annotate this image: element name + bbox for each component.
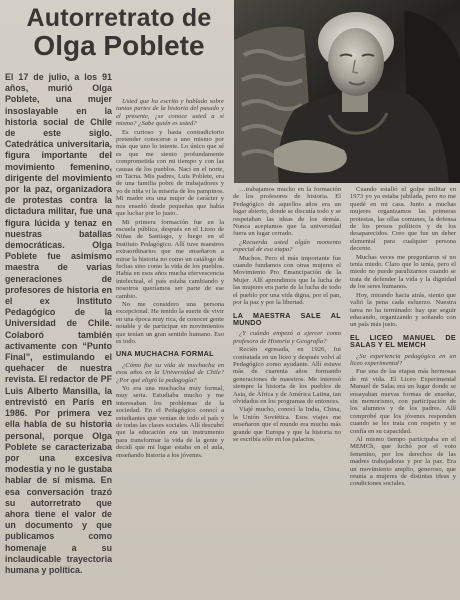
headline-line-1: Autorretrato de (26, 4, 212, 32)
lead-paragraph: El 17 de julio, a los 91 años, murió Olga Poblete, una mujer insoslayable en la historia social de Chile de este siglo. Catedrática universitaria, figura importante del movimiento femenino, dirigente del movimiento por la paz, organizadora de protestas contra la dictadura militar, fue una figura lúcida y tenaz en nuestras batallas democráticas. Olga Poblete fue asimismo maestra de varias generaciones de profesores de historia en el ex Instituto Pedagógico de la Universidad de Chile. Colaboró también activamente con “Punto Final”, estimulando el quehacer de nuestra revista. El redactor de PF Luis Alberto Mansilla, la entrevistó en París en 1986. Por primera vez ella habla de su historia personal, porque Olga Poblete se caracterizaba por una excesiva modestia y no le gustaba hablar de sí misma. En esa conversación trazó su autorretrato que ahora tiene el valor de un documento y que publicamos como homenaje a su inclaudicable trayectoria humana y política. (5, 72, 112, 575)
question-paragraph: ¿Cómo fue su vida de muchacha en esos años en la Universidad de Chile? ¿Por qué eligió la pedagogía? (116, 361, 224, 384)
body-paragraph: Yo era una muchacha muy formal, muy seria. Estudiaba mucho y me interesaban los problemas de la sociedad. En el Pedagógico conocí a estudiantes que venían de todo el país y de todas las clases sociales. Allí descubrí que la educación era un instrumento para transformar la vida de la gente y decidí que mi lugar estaba en el aula, enseñando historia a los jóvenes. (116, 385, 224, 459)
headline-line-2: Olga Poblete (33, 29, 205, 61)
section-subhead: UNA MUCHACHA FORMAL (116, 349, 214, 359)
question-paragraph: ¿Y cuándo empezó a ejercer como profesora de Historia y Geografía? (233, 330, 341, 345)
question-paragraph: ¿Su experiencia pedagógica en un liceo experimental? (350, 352, 456, 367)
portrait-photo (234, 0, 460, 183)
body-paragraph: Al mismo tiempo participaba en el MEMCh, que luchó por el voto femenino, por los derechos de las madres trabajadoras y por la paz. Era un movimiento amplio, generoso, que reunía a mujeres de distintas ideas y condiciones sociales. (350, 436, 456, 488)
section-subhead: LA MAESTRA SALE AL MUNDO (233, 310, 341, 327)
section-subhead: EL LICEO MANUEL DE SALAS Y EL MEMCH (350, 332, 456, 350)
portrait-image (234, 0, 460, 183)
body-paragraph: Fue una de las etapas más hermosas de mi vida. El Liceo Experimental Manuel de Salas era un lugar donde se ensayaban nuevas formas de enseñar, sin memorismo, con participación de los alumnos y de los padres. Allí comprobé que los jóvenes responden cuando se les trata con respeto y se confía en su capacidad. (350, 368, 456, 435)
body-paragraph: Mi primera formación fue en la escuela pública, después en el Liceo de Niñas de Santiago, y luego en el Instituto Pedagógico. Allí tuve maestros extraordinarios que me enseñaron a mirar la historia no como un catálogo de fechas sino como la vida de los pueblos. Había en esos años mucha efervescencia intelectual, el país estaba cambiando y nosotros queríamos ser parte de ese cambio. (116, 218, 224, 300)
body-paragraph: …trabajamos mucho en la formación de los profesores de historia. El Pedagógico de aquellos años era un lugar abierto, donde se discutía todo y se respetaban las ideas de los demás. Nunca aceptamos que la universidad fuera un lugar cerrado. (233, 186, 341, 238)
text-column-2 (116, 98, 224, 596)
text-column-4 (350, 186, 456, 596)
article-headline (8, 6, 230, 60)
body-paragraph: Viajé mucho, conocí la India, China, la Unión Soviética. Esos viajes me enseñaron que el mundo era mucho más grande que Europa y que la historia no se escribía sólo en los palacios. (233, 406, 341, 443)
question-paragraph: ¿Recuerda usted algún momento especial de esa etapa? (233, 238, 341, 254)
text-column-3 (233, 186, 341, 596)
body-paragraph: No me considero una persona excepcional. He tenido la suerte de vivir en una época muy rica, de conocer gente notable y de participar en movimientos que tenían un gran sentido humano. Eso es todo. (116, 300, 224, 345)
body-paragraph: Recién egresada, en 1926, fui contratada en un liceo y después volví al Pedagógico como ayudante. Allí estuve más de cuarenta años formando generaciones de maestros. Me interesó siempre la historia de los pueblos de Asia, de África y de América Latina, tan olvidados en los programas de entonces. (233, 346, 341, 405)
body-paragraph: Hoy, mirando hacia atrás, siento que valió la pena cada esfuerzo. Nuestra tarea no ha terminado: hay que seguir educando, organizando y soñando con un país más justo. (350, 291, 456, 329)
body-paragraph: Es curioso y hasta contradictorio pretender conocerse a uno mismo por más que uno lo intente. Lo único que sé es que me siento profundamente comprometida con mi tiempo y con las causas de los pueblos. Nací en el norte, en Tacna. Mis padres, Luis Poblete, era de una familia pobre de trabajadores y yo de niña vi la miseria de los pampinos. Mi madre era una mujer de carácter y nos enseñó desde pequeñas que había que luchar por lo justo. (116, 128, 224, 218)
body-paragraph: Muchos. Pero el más importante fue cuando fundamos con otras mujeres el Movimiento Pro Emancipación de la Mujer. Allí aprendimos que la lucha de las mujeres era parte de la lucha de todo el pueblo por una vida digna, por el pan, por la paz y por la libertad. (233, 254, 341, 307)
body-paragraph: Cuando estalló el golpe militar en 1973 yo ya estaba jubilada, pero no me quedé en mi casa. Junto a muchas mujeres organizamos las primeras protestas, las ollas comunes, la defensa de los presos políticos y de los desaparecidos. Creo que fue un deber elemental para cualquier persona decente. (350, 186, 456, 253)
body-paragraph: Muchas veces me preguntaron si no tenía miedo. Claro que lo tenía, pero el miedo no puede paralizarnos cuando se trata de defender la vida y la dignidad de los seres humanos. (350, 253, 456, 291)
question-paragraph: Usted que ha escrito y hablado sobre tantas partes de la historia del pasado y el presente, ¿se conoce usted a sí misma? ¿Sabe quién es usted? (116, 98, 224, 128)
